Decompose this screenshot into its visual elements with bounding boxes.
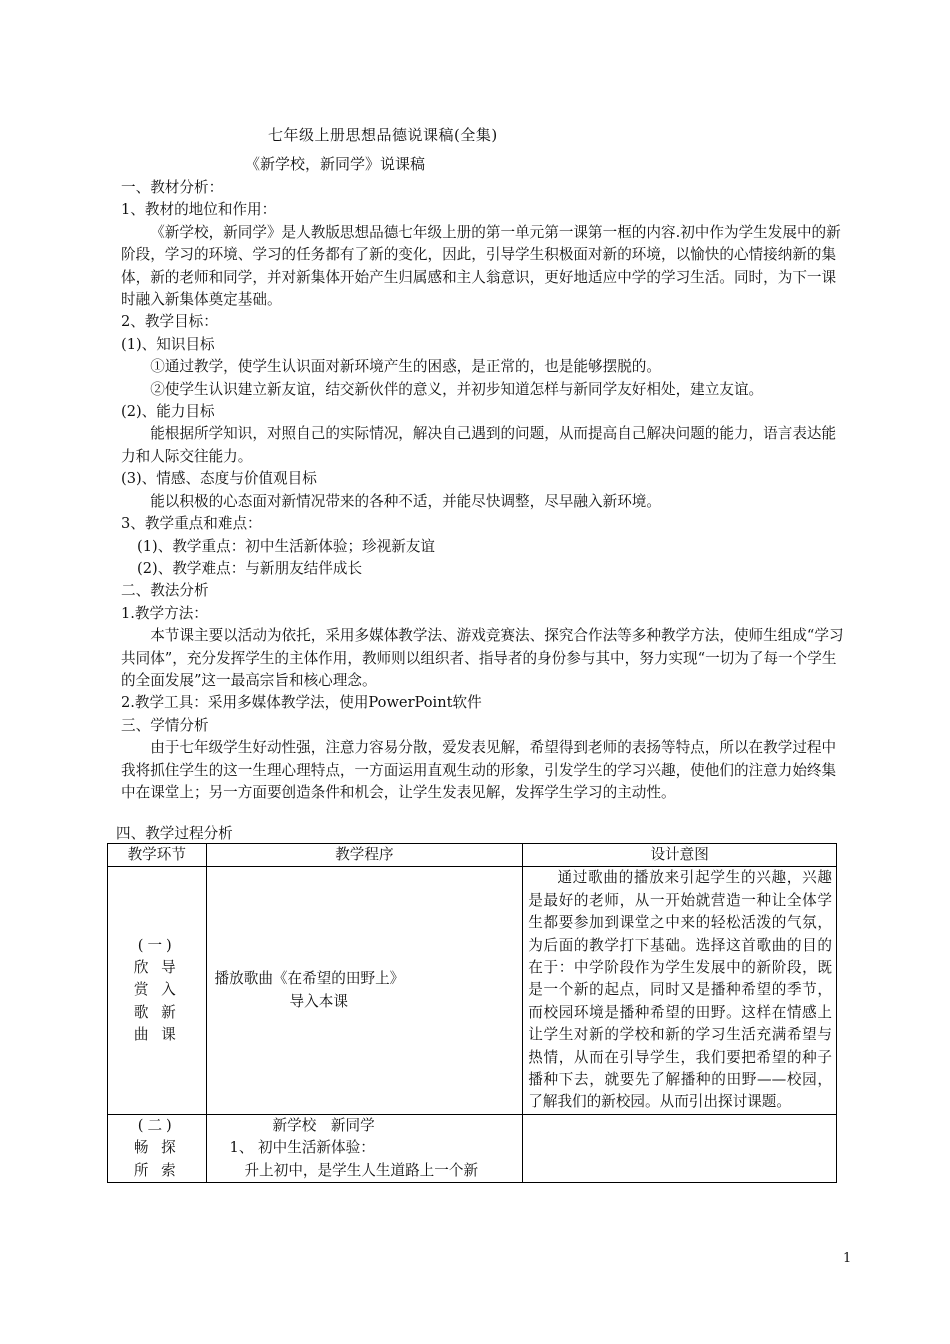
teaching-process-table <box>107 843 837 1183</box>
table-header-cell: 教学程序 <box>206 844 523 867</box>
stage-char: 欣 <box>133 959 153 977</box>
section-heading: 三、学情分析 <box>121 716 209 734</box>
paragraph: 能根据所学知识，对照自己的实际情况，解决自己遇到的问题，从而提高自己解决问题的能力，语言表达能力和人际交往能力。 <box>121 425 837 465</box>
program-cell <box>206 1114 523 1182</box>
paragraph: 能以积极的心态面对新情况带来的各种不适，并能尽快调整，尽早融入新环境。 <box>150 492 661 510</box>
program-text: 1、 初中生活新体验： <box>229 1139 375 1157</box>
stage-label-line <box>134 1024 180 1046</box>
key-point: (1)、教学重点：初中生活新体验；珍视新友谊 <box>137 537 436 555</box>
objective-item: ①通过教学，使学生认识面对新环境产生的困惑，是正常的，也是能够摆脱的。 <box>150 358 661 376</box>
design-cell <box>523 1114 837 1182</box>
stage-label-line <box>134 1160 180 1182</box>
program-text: 播放歌曲《在希望的田野上》 <box>214 970 405 988</box>
stage-char: 歌 <box>133 1003 153 1021</box>
stage-label-line <box>134 979 180 1001</box>
stage-label-line <box>134 1137 180 1159</box>
page-number: 1 <box>843 1251 852 1266</box>
subsection-heading: 1、教材的地位和作用： <box>121 201 277 219</box>
stage-char: 探 <box>161 1139 180 1157</box>
subsection-heading: 3、教学重点和难点： <box>121 515 262 533</box>
lesson-title: 《新学校，新同学》说课稿 <box>245 155 426 173</box>
table-row <box>108 1114 837 1182</box>
stage-label-line <box>134 957 180 979</box>
document-body <box>121 177 846 804</box>
section-heading: 二、教法分析 <box>121 582 209 600</box>
stage-char: 入 <box>161 981 180 999</box>
paragraph: 由于七年级学生好动性强，注意力容易分散，爱发表见解，希望得到老师的表扬等特点，所以在教学过程中我将抓住学生的这一生理心理特点，一方面运用直观生动的形象，引发学生的学习兴趣，使他们的注意力始终集中在课堂上；另一方面要创造条件和机会，让学生发表见解，发挥学生学习的主动性。 <box>121 739 837 801</box>
table-header-row <box>108 844 837 867</box>
program-text: 新学校 新同学 <box>272 1116 375 1134</box>
stage-char: 畅 <box>133 1139 153 1157</box>
stage-char: 导 <box>161 959 180 977</box>
design-cell <box>523 867 837 1114</box>
program-text: 升上初中，是学生人生道路上一个新 <box>244 1161 479 1179</box>
program-text: 导入本课 <box>289 992 348 1010</box>
design-text: 通过歌曲的播放来引起学生的兴趣，兴趣是最好的老师，从一开始就营造一种让全体学生都要参加到课堂之中来的轻松活泼的气氛，为后面的教学打下基础。选择这首歌曲的目的在于：中学阶段作为学生发展中的新阶段，既是一个新的起点，同时又是播种希望的季节，而校园环境是播种希望的田野。这样在情感上让学生对新的学校和新的学习生活充满希望与热情，从而在引导学生，我们要把希望的种子播种下去，就要先了解播种的田野——校园，了解我们的新校园。从而引出探讨课题。 <box>528 869 832 1111</box>
section-heading: 四、教学过程分析 <box>116 825 233 842</box>
objective-heading: (3)、情感、态度与价值观目标 <box>121 470 317 488</box>
subsection-heading: 1.教学方法： <box>121 604 208 622</box>
stage-cell <box>108 1114 207 1182</box>
difficulty-point: (2)、教学难点：与新朋友结伴成长 <box>137 559 363 577</box>
objective-item: ②使学生认识建立新友谊，结交新伙伴的意义，并初步知道怎样与新同学友好相处，建立友谊。 <box>150 380 764 398</box>
stage-char: 赏 <box>133 981 153 999</box>
stage-char: 新 <box>161 1003 180 1021</box>
program-cell <box>206 867 523 1114</box>
document-title: 七年级上册思想品德说课稿(全集) <box>268 126 498 144</box>
stage-char: 课 <box>161 1026 180 1044</box>
paragraph: 《新学校，新同学》是人教版思想品德七年级上册的第一单元第一课第一框的内容.初中作为学生发展中的新阶段，学习的环境、学习的任务都有了新的变化，因此，引导学生积极面对新的环境，以愉快的心情接纳新的集体，新的老师和同学，并对新集体开始产生归属感和主人翁意识，更好地适应中学的学习生活。同时，为下一课时融入新集体奠定基础。 <box>121 223 841 309</box>
subsection-heading: 2、教学目标： <box>121 313 218 331</box>
table-row <box>108 867 837 1114</box>
stage-number: (一) <box>137 936 176 954</box>
stage-number: (二) <box>137 1116 176 1134</box>
table-header-cell: 设计意图 <box>523 844 837 867</box>
stage-char: 索 <box>161 1161 180 1179</box>
stage-char: 所 <box>133 1161 153 1179</box>
subsection-heading: 2.教学工具：采用多媒体教学法，使用PowerPoint软件 <box>121 694 482 712</box>
section-heading: 一、教材分析： <box>121 179 224 196</box>
table-header-cell: 教学环节 <box>108 844 207 867</box>
paragraph: 本节课主要以活动为依托，采用多媒体教学法、游戏竞赛法、探究合作法等多种教学方法，使师生组成“学习共同体”，充分发挥学生的主体作用，教师则以组织者、指导者的身份参与其中，努力实现“一切为了每一个学生的全面发展”这一最高宗旨和核心理念。 <box>121 627 844 689</box>
objective-heading: (2)、能力目标 <box>121 403 215 421</box>
objective-heading: (1)、知识目标 <box>121 335 215 353</box>
stage-char: 曲 <box>133 1026 153 1044</box>
stage-cell <box>108 867 207 1114</box>
stage-label-line <box>134 1002 180 1024</box>
